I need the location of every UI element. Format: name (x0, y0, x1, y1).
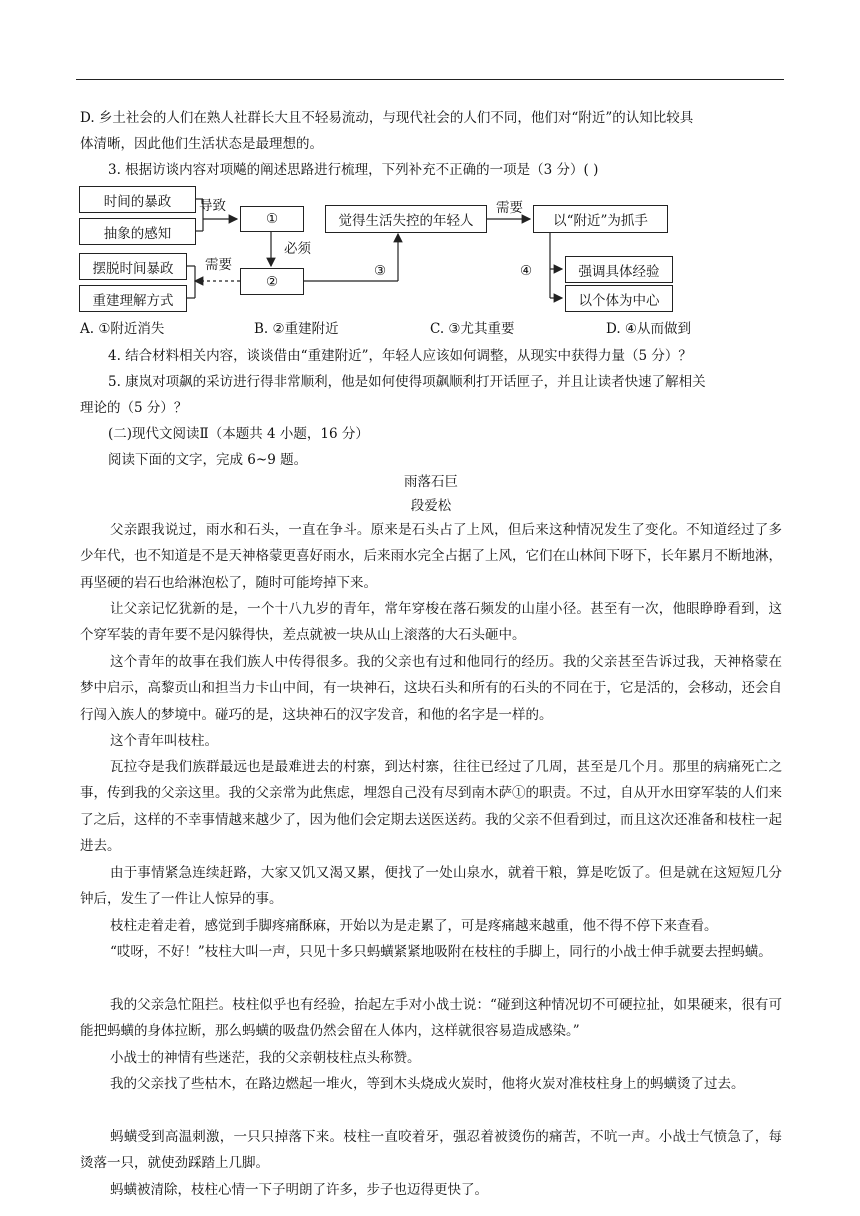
label-must: 必须 (284, 241, 311, 257)
box-blank-2: ② (240, 268, 304, 295)
question-5-line2: 理论的（5 分）？ (80, 400, 188, 416)
question-5-line1: 5. 康岚对项飙的采访进行得非常顺利，他是如何使得项飙顺利打开话匣子，并且让读者快速了解相关 (108, 374, 706, 390)
story-author: 段爱松 (410, 498, 452, 514)
option-a: A. ①附近消失 (80, 321, 165, 337)
option-d: D. ④从而做到 (606, 321, 692, 337)
box-time-tyranny: 时间的暴政 (79, 186, 196, 213)
label-lead-to: 导致 (199, 198, 226, 214)
label-need-left: 需要 (205, 257, 232, 273)
box-nearby-focus: 以“附近”为抓手 (533, 205, 668, 233)
box-rebuild-understanding: 重建理解方式 (79, 285, 187, 312)
box-abstract-perception: 抽象的感知 (79, 218, 196, 245)
story-paragraph: 蚂蟥被清除，枝柱心情一下子明朗了许多，步子也迈得更快了。 (110, 1182, 488, 1198)
option-b: B. ②重建附近 (254, 321, 339, 337)
box-escape-time-tyranny: 摆脱时间暴政 (79, 253, 187, 280)
box-concrete-experience: 强调具体经验 (565, 256, 673, 283)
option-c: C. ③尤其重要 (430, 321, 515, 337)
section-heading: (二)现代文阅读Ⅱ（本题共 4 小题，16 分） (108, 426, 369, 442)
header-rule (76, 79, 784, 80)
option-d-line1: D. 乡土社会的人们在熟人社群长大且不轻易流动，与现代社会的人们不同，他们对“附近”的认知比较具 (80, 110, 694, 126)
box-individual-centered: 以个体为中心 (565, 285, 673, 312)
story-paragraph: 瓦拉夺是我们族群最远也是最难进去的村寨，到达村寨，往往已经过了几周，甚至是几个月。那里的病痛死亡之事，传到我的父亲这里。我的父亲常为此焦虑，埋怨自己没有尽到南木萨①的职责。不过，自从开水田穿军装的人们来了之后，这样的不幸事情越来越少了，因为他们会定期去送医送药。我的父亲不但看到过，而且这次还准备和枝柱一起进去。 (80, 759, 782, 855)
story-title: 雨落石巨 (404, 474, 458, 490)
story-paragraph: 小战士的神情有些迷茫，我的父亲朝枝柱点头称赞。 (110, 1050, 421, 1066)
label-blank-4: ④ (520, 263, 533, 279)
box-youth-out-of-control: 觉得生活失控的年轻人 (325, 205, 487, 233)
story-paragraph: 父亲跟我说过，雨水和石头，一直在争斗。原来是石头占了上风，但后来这种情况发生了变化。不知道经过了多少年代，也不知道是不是天神格蒙更喜好雨水，后来雨水完全占据了上风，它们在山林间下呀下，长年累月不断地淋，再坚硬的岩石也给淋泡松了，随时可能垮掉下来。 (80, 522, 782, 591)
option-d-line2: 体清晰，因此他们生活状态是最理想的。 (80, 136, 323, 152)
story-paragraph: 让父亲记忆犹新的是，一个十八九岁的青年，常年穿梭在落石频发的山崖小径。甚至有一次，他眼睁睁看到，这个穿军装的青年要不是闪躲得快，差点就被一块从山上滚落的大石头砸中。 (80, 601, 782, 644)
story-paragraph: 我的父亲找了些枯木，在路边燃起一堆火，等到木头烧成火炭时，他将火炭对准枝柱身上的蚂蟥烫了过去。 (110, 1076, 745, 1092)
reading-instruction: 阅读下面的文字，完成 6~9 题。 (108, 452, 308, 468)
box-blank-1: ① (240, 206, 304, 232)
story-paragraph: 这个青年叫枝柱。 (110, 733, 218, 749)
story-paragraph: 由于事情紧急连续赶路，大家又饥又渴又累，便找了一处山泉水，就着干粮，算是吃饭了。但是就在这短短几分钟后，发生了一件让人惊异的事。 (80, 865, 782, 908)
story-paragraph: 这个青年的故事在我们族人中传得很多。我的父亲也有过和他同行的经历。我的父亲甚至告诉过我，天神格蒙在梦中启示，高黎贡山和担当力卡山中间，有一块神石，这块石头和所有的石头的不同在于，它是活的，会移动，还会自行闯入族人的梦境中。碰巧的是，这块神石的汉字发音，和他的名字是一样的。 (80, 654, 782, 723)
label-blank-3: ③ (374, 263, 387, 279)
story-paragraph: “哎呀，不好！”枝柱大叫一声，只见十多只蚂蟥紧紧地吸附在枝柱的手脚上，同行的小战士伸手就要去捏蚂蟥。 (110, 944, 772, 960)
label-need-right: 需要 (496, 200, 523, 216)
question-4: 4. 结合材料相关内容，谈谈借由“重建附近”，年轻人应该如何调整，从现实中获得力量（5 分）？ (108, 348, 692, 364)
story-paragraph: 蚂蟥受到高温刺激，一只只掉落下来。枝柱一直咬着牙，强忍着被烫伤的痛苦，不吭一声。小战士气愤急了，每烫落一只，就使劲踩踏上几脚。 (80, 1129, 782, 1172)
question-3: 3. 根据访谈内容对项飚的阐述思路进行梳理，下列补充不正确的一项是（3 分）( ) (108, 162, 599, 178)
story-paragraph: 我的父亲急忙阻拦。枝柱似乎也有经验，抬起左手对小战士说：“碰到这种情况切不可硬拉扯，如果硬来，很有可能把蚂蟥的身体拉断，那么蚂蟥的吸盘仍然会留在人体内，这样就很容易造成感染。” (80, 997, 782, 1040)
story-paragraph: 枝柱走着走着，感觉到手脚疼痛酥麻，开始以为是走累了，可是疼痛越来越重，他不得不停下来查看。 (110, 918, 718, 934)
